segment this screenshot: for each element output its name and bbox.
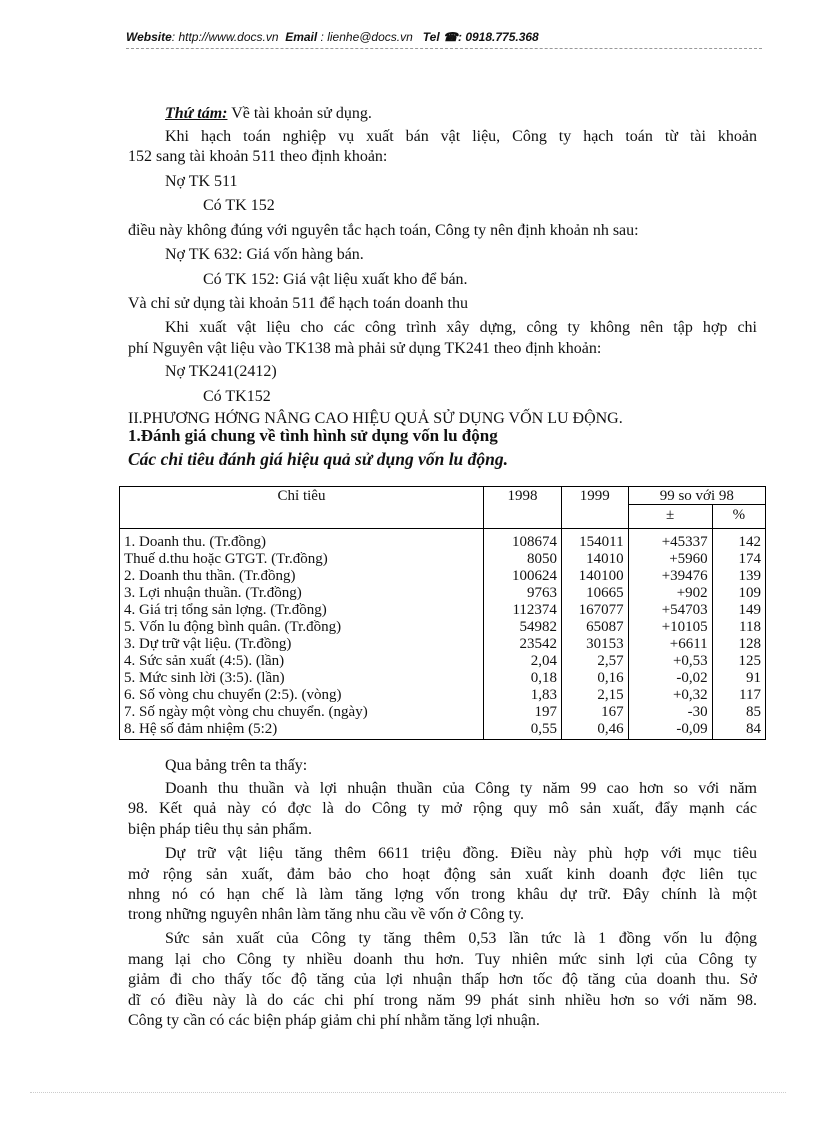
entry-line: Nợ TK 511 (165, 173, 238, 190)
website-url[interactable]: : http://www.docs.vn (171, 30, 279, 44)
entry-line: Có TK152 (203, 388, 271, 405)
indicator-table (119, 486, 766, 740)
paragraph-line: Công ty cần có các biện pháp giảm chi phí nhằm tăng lợi nhuận. (128, 1012, 540, 1029)
cell-diff: +0,32 (628, 688, 712, 705)
cell-indicator: 7. Số ngày một vòng chu chuyển. (ngày) (120, 705, 484, 722)
cell-1999: 140100 (561, 569, 628, 586)
entry-line: Có TK 152: Giá vật liệu xuất kho để bán. (203, 271, 468, 288)
section-title-label: Thứ tám: (165, 105, 228, 122)
table-row (120, 671, 766, 688)
header-compare: 99 so với 98 (628, 487, 765, 505)
email-address[interactable]: : lienhe@docs.vn (320, 30, 413, 44)
cell-pct: 91 (712, 671, 765, 688)
paragraph-line: biện pháp tiêu thụ sản phẩm. (128, 821, 312, 838)
footer-divider (30, 1092, 786, 1093)
cell-diff: +10105 (628, 620, 712, 637)
cell-1999: 0,46 (561, 722, 628, 740)
cell-1999: 0,16 (561, 671, 628, 688)
tel-number: ☎: 0918.775.368 (443, 30, 539, 44)
table-row (120, 620, 766, 637)
section-title-rest: Về tài khoản sử dụng. (227, 105, 372, 122)
entry-line: Có TK 152 (203, 197, 275, 214)
cell-1998: 23542 (484, 637, 562, 654)
table-row (120, 688, 766, 705)
cell-indicator: 1. Doanh thu. (Tr.đồng) (120, 529, 484, 553)
table-row (120, 603, 766, 620)
paragraph-line: mở rộng sản xuất, đảm bảo cho hoạt động sản xuất kinh doanh đợc liên tục (128, 866, 757, 883)
paragraph-line: Qua bảng trên ta thấy: (165, 757, 308, 774)
cell-pct: 174 (712, 552, 765, 569)
page-header (126, 30, 762, 44)
table-row (120, 637, 766, 654)
paragraph-line: nhng nó có hạn chế là làm tăng lợng vốn trong khâu dự trữ. Đây chính là một (128, 886, 757, 903)
cell-indicator: 6. Số vòng chu chuyển (2:5). (vòng) (120, 688, 484, 705)
cell-diff: +6611 (628, 637, 712, 654)
table-row (120, 586, 766, 603)
table-title: Các chỉ tiêu đánh giá hiệu quả sử dụng vốn lu động. (128, 449, 509, 469)
table-header-row (120, 487, 766, 505)
header-1999: 1999 (561, 487, 628, 529)
cell-pct: 125 (712, 654, 765, 671)
paragraph-line: mang lại cho Công ty nhiều doanh thu hơn. Tuy nhiên mức sinh lợi của Công ty (128, 951, 757, 968)
table-row (120, 552, 766, 569)
cell-diff: +45337 (628, 529, 712, 553)
cell-pct: 84 (712, 722, 765, 740)
paragraph-line: Khi hạch toán nghiệp vụ xuất bán vật liệu, Công ty hạch toán từ tài khoản (165, 128, 757, 145)
tel-label: Tel (422, 30, 440, 44)
cell-pct: 109 (712, 586, 765, 603)
cell-diff: -0,09 (628, 722, 712, 740)
cell-diff: -30 (628, 705, 712, 722)
cell-indicator: 5. Vốn lu động bình quân. (Tr.đồng) (120, 620, 484, 637)
cell-indicator: 8. Hệ số đảm nhiệm (5:2) (120, 722, 484, 740)
paragraph-line: 98. Kết quả này có đợc là do Công ty mở rộng quy mô sản xuất, đẩy mạnh các (128, 800, 757, 817)
cell-diff: -0,02 (628, 671, 712, 688)
cell-indicator: Thuế d.thu hoặc GTGT. (Tr.đồng) (120, 552, 484, 569)
table-row (120, 705, 766, 722)
paragraph-line: Và chỉ sử dụng tài khoản 511 để hạch toán doanh thu (128, 295, 468, 312)
heading-section-ii: II.PHƯƠNG HỚNG NÂNG CAO HIỆU QUẢ SỬ DỤNG VỐN LU ĐỘNG. (128, 410, 623, 427)
header-diff: ± (628, 505, 712, 529)
table-row (120, 529, 766, 553)
email-label: Email (285, 30, 318, 44)
paragraph-line: điều này không đúng với nguyên tắc hạch toán, Công ty nên định khoản nh sau: (128, 222, 639, 239)
table-row (120, 569, 766, 586)
cell-1998: 0,55 (484, 722, 562, 740)
cell-pct: 149 (712, 603, 765, 620)
cell-1998: 8050 (484, 552, 562, 569)
paragraph-line: phí Nguyên vật liệu vào TK138 mà phải sử dụng TK241 theo định khoản: (128, 340, 602, 357)
cell-indicator: 2. Doanh thu thần. (Tr.đồng) (120, 569, 484, 586)
table-row (120, 722, 766, 740)
cell-diff: +0,53 (628, 654, 712, 671)
cell-1999: 65087 (561, 620, 628, 637)
header-1998: 1998 (484, 487, 562, 529)
cell-1998: 54982 (484, 620, 562, 637)
header-indicator: Chỉ tiêu (120, 487, 484, 529)
table-row (120, 654, 766, 671)
paragraph-line: dĩ có điều này là do các chi phí trong năm 99 phát sinh nhiều hơn so với năm 98. (128, 992, 757, 1009)
cell-diff: +5960 (628, 552, 712, 569)
cell-1998: 9763 (484, 586, 562, 603)
paragraph-line: giảm đi cho thấy tốc độ tăng của lợi nhuận thấp hơn tốc độ tăng của doanh thu. Sở (128, 971, 757, 988)
cell-1998: 2,04 (484, 654, 562, 671)
cell-1999: 30153 (561, 637, 628, 654)
cell-1998: 100624 (484, 569, 562, 586)
cell-1999: 167077 (561, 603, 628, 620)
cell-1998: 112374 (484, 603, 562, 620)
entry-line: Nợ TK 632: Giá vốn hàng bán. (165, 246, 364, 263)
paragraph-line: Khi xuất vật liệu cho các công trình xây dựng, công ty không nên tập hợp chi (165, 319, 757, 336)
paragraph-line: 152 sang tài khoản 511 theo định khoản: (128, 148, 388, 165)
cell-1999: 14010 (561, 552, 628, 569)
cell-pct: 117 (712, 688, 765, 705)
cell-1999: 154011 (561, 529, 628, 553)
section-title (165, 104, 372, 124)
cell-1999: 10665 (561, 586, 628, 603)
cell-diff: +902 (628, 586, 712, 603)
cell-indicator: 4. Giá trị tổng sản lợng. (Tr.đồng) (120, 603, 484, 620)
heading-subsection-1: 1.Đánh giá chung về tình hình sử dụng vốn lu động (128, 426, 498, 445)
cell-1998: 0,18 (484, 671, 562, 688)
cell-pct: 128 (712, 637, 765, 654)
cell-pct: 142 (712, 529, 765, 553)
cell-1998: 108674 (484, 529, 562, 553)
cell-1999: 2,15 (561, 688, 628, 705)
cell-diff: +39476 (628, 569, 712, 586)
cell-1998: 197 (484, 705, 562, 722)
cell-pct: 118 (712, 620, 765, 637)
cell-pct: 139 (712, 569, 765, 586)
paragraph-line: Dự trữ vật liệu tăng thêm 6611 triệu đồng. Điều này phù hợp với mục tiêu (165, 845, 757, 862)
cell-indicator: 4. Sức sản xuất (4:5). (lần) (120, 654, 484, 671)
cell-1999: 167 (561, 705, 628, 722)
paragraph-line: trong những nguyên nhân làm tăng nhu cầu về vốn ở Công ty. (128, 906, 525, 923)
cell-1999: 2,57 (561, 654, 628, 671)
entry-line: Nợ TK241(2412) (165, 363, 277, 380)
paragraph-line: Sức sản xuất của Công ty tăng thêm 0,53 lần tức là 1 đồng vốn lu động (165, 930, 757, 947)
cell-indicator: 5. Mức sinh lời (3:5). (lần) (120, 671, 484, 688)
cell-pct: 85 (712, 705, 765, 722)
cell-indicator: 3. Dự trữ vật liệu. (Tr.đồng) (120, 637, 484, 654)
paragraph-line: Doanh thu thuần và lợi nhuận thuần của Công ty năm 99 cao hơn so với năm (165, 780, 757, 797)
cell-1998: 1,83 (484, 688, 562, 705)
header-pct: % (712, 505, 765, 529)
cell-indicator: 3. Lợi nhuận thuần. (Tr.đồng) (120, 586, 484, 603)
website-label: Website (126, 30, 172, 44)
cell-diff: +54703 (628, 603, 712, 620)
header-divider (126, 48, 762, 49)
